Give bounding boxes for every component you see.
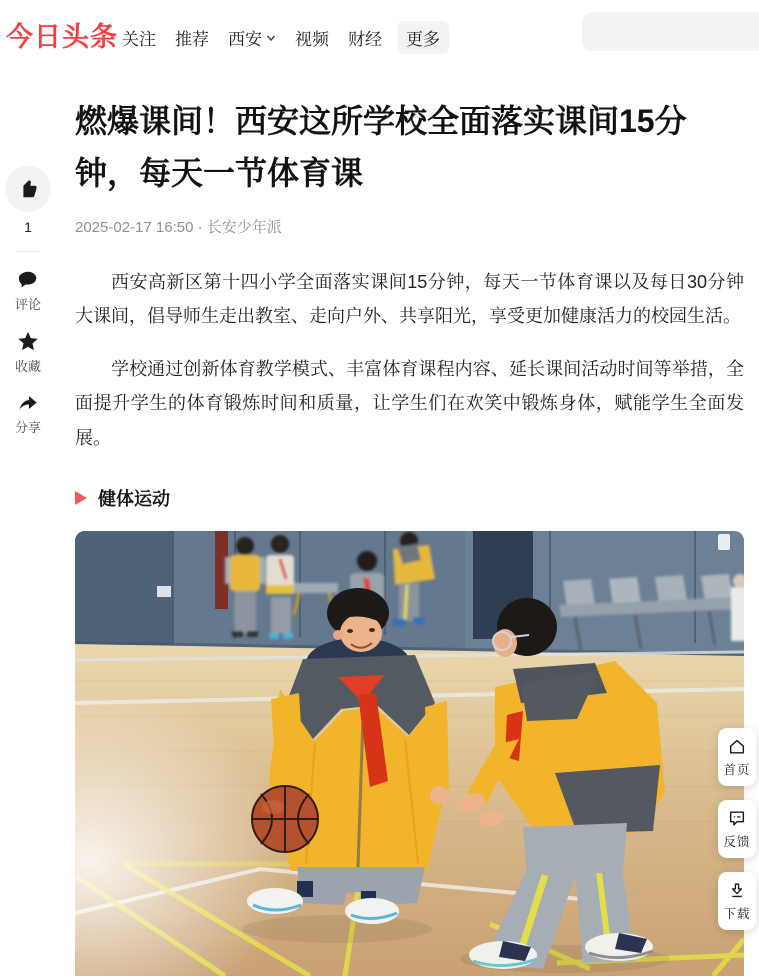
thumbs-up-icon — [17, 178, 39, 200]
search-input[interactable] — [582, 12, 759, 51]
chevron-down-icon — [266, 33, 276, 43]
download-label: 下载 — [723, 907, 751, 921]
action-rail — [0, 166, 56, 436]
nav-label: 推荐 — [175, 30, 209, 49]
home-label: 首页 — [723, 763, 751, 777]
comment-label: 评论 — [14, 297, 41, 312]
like-button[interactable] — [5, 166, 51, 212]
article-body — [75, 265, 744, 456]
nav-label: 视频 — [295, 30, 329, 49]
section-heading — [75, 485, 744, 511]
download-button[interactable] — [718, 872, 756, 930]
nav-label: 更多 — [406, 30, 440, 49]
like-count: 1 — [24, 219, 32, 235]
gym-photo-illustration — [75, 531, 744, 976]
main-nav — [122, 21, 449, 54]
nav-item-recommend[interactable] — [175, 25, 209, 50]
nav-label: 西安 — [228, 30, 262, 49]
feedback-label: 反馈 — [723, 835, 751, 849]
float-menu — [718, 728, 756, 930]
paragraph: 西安高新区第十四小学全面落实课间15分钟，每天一节体育课以及每日30分钟大课间，倡导师生走出教室、走向户外、共享阳光，享受更加健康活力的校园生活。 — [75, 271, 744, 327]
favorite-label: 收藏 — [14, 359, 41, 374]
nav-item-finance[interactable] — [348, 25, 382, 50]
article-photo — [75, 531, 744, 976]
comment-icon — [16, 269, 40, 291]
nav-label: 关注 — [122, 30, 156, 49]
feedback-button[interactable] — [718, 800, 756, 858]
favorite-button[interactable] — [0, 330, 56, 375]
download-icon — [727, 881, 747, 900]
toutiao-logo[interactable]: 今日头条 — [6, 22, 118, 52]
top-header — [0, 0, 759, 64]
triangle-bullet-icon — [75, 491, 87, 505]
star-icon — [16, 330, 40, 353]
nav-item-xian[interactable] — [228, 25, 276, 50]
article — [75, 96, 744, 976]
share-label: 分享 — [14, 420, 41, 435]
paragraph: 学校通过创新体育教学模式、丰富体育课程内容、延长课间活动时间等举措，全面提升学生的体育锻炼时间和质量，让学生们在欢笑中锻炼身体，赋能学生全面发展。 — [75, 358, 744, 448]
home-icon — [727, 737, 747, 756]
nav-item-video[interactable] — [295, 25, 329, 50]
home-button[interactable] — [718, 728, 756, 786]
rail-divider — [17, 251, 39, 252]
nav-item-more[interactable] — [397, 21, 449, 54]
nav-label: 财经 — [348, 30, 382, 49]
section-heading-label: 健体运动 — [98, 489, 170, 510]
share-button[interactable] — [0, 392, 56, 436]
share-icon — [16, 392, 40, 414]
feedback-bubble-icon — [727, 809, 747, 828]
comment-button[interactable] — [0, 269, 56, 313]
nav-item-follow[interactable] — [122, 25, 156, 50]
article-meta: 2025-02-17 16:50 · 长安少年派 — [75, 218, 282, 236]
article-title: 燃爆课间！西安这所学校全面落实课间15分钟，每天一节体育课 — [75, 103, 687, 191]
